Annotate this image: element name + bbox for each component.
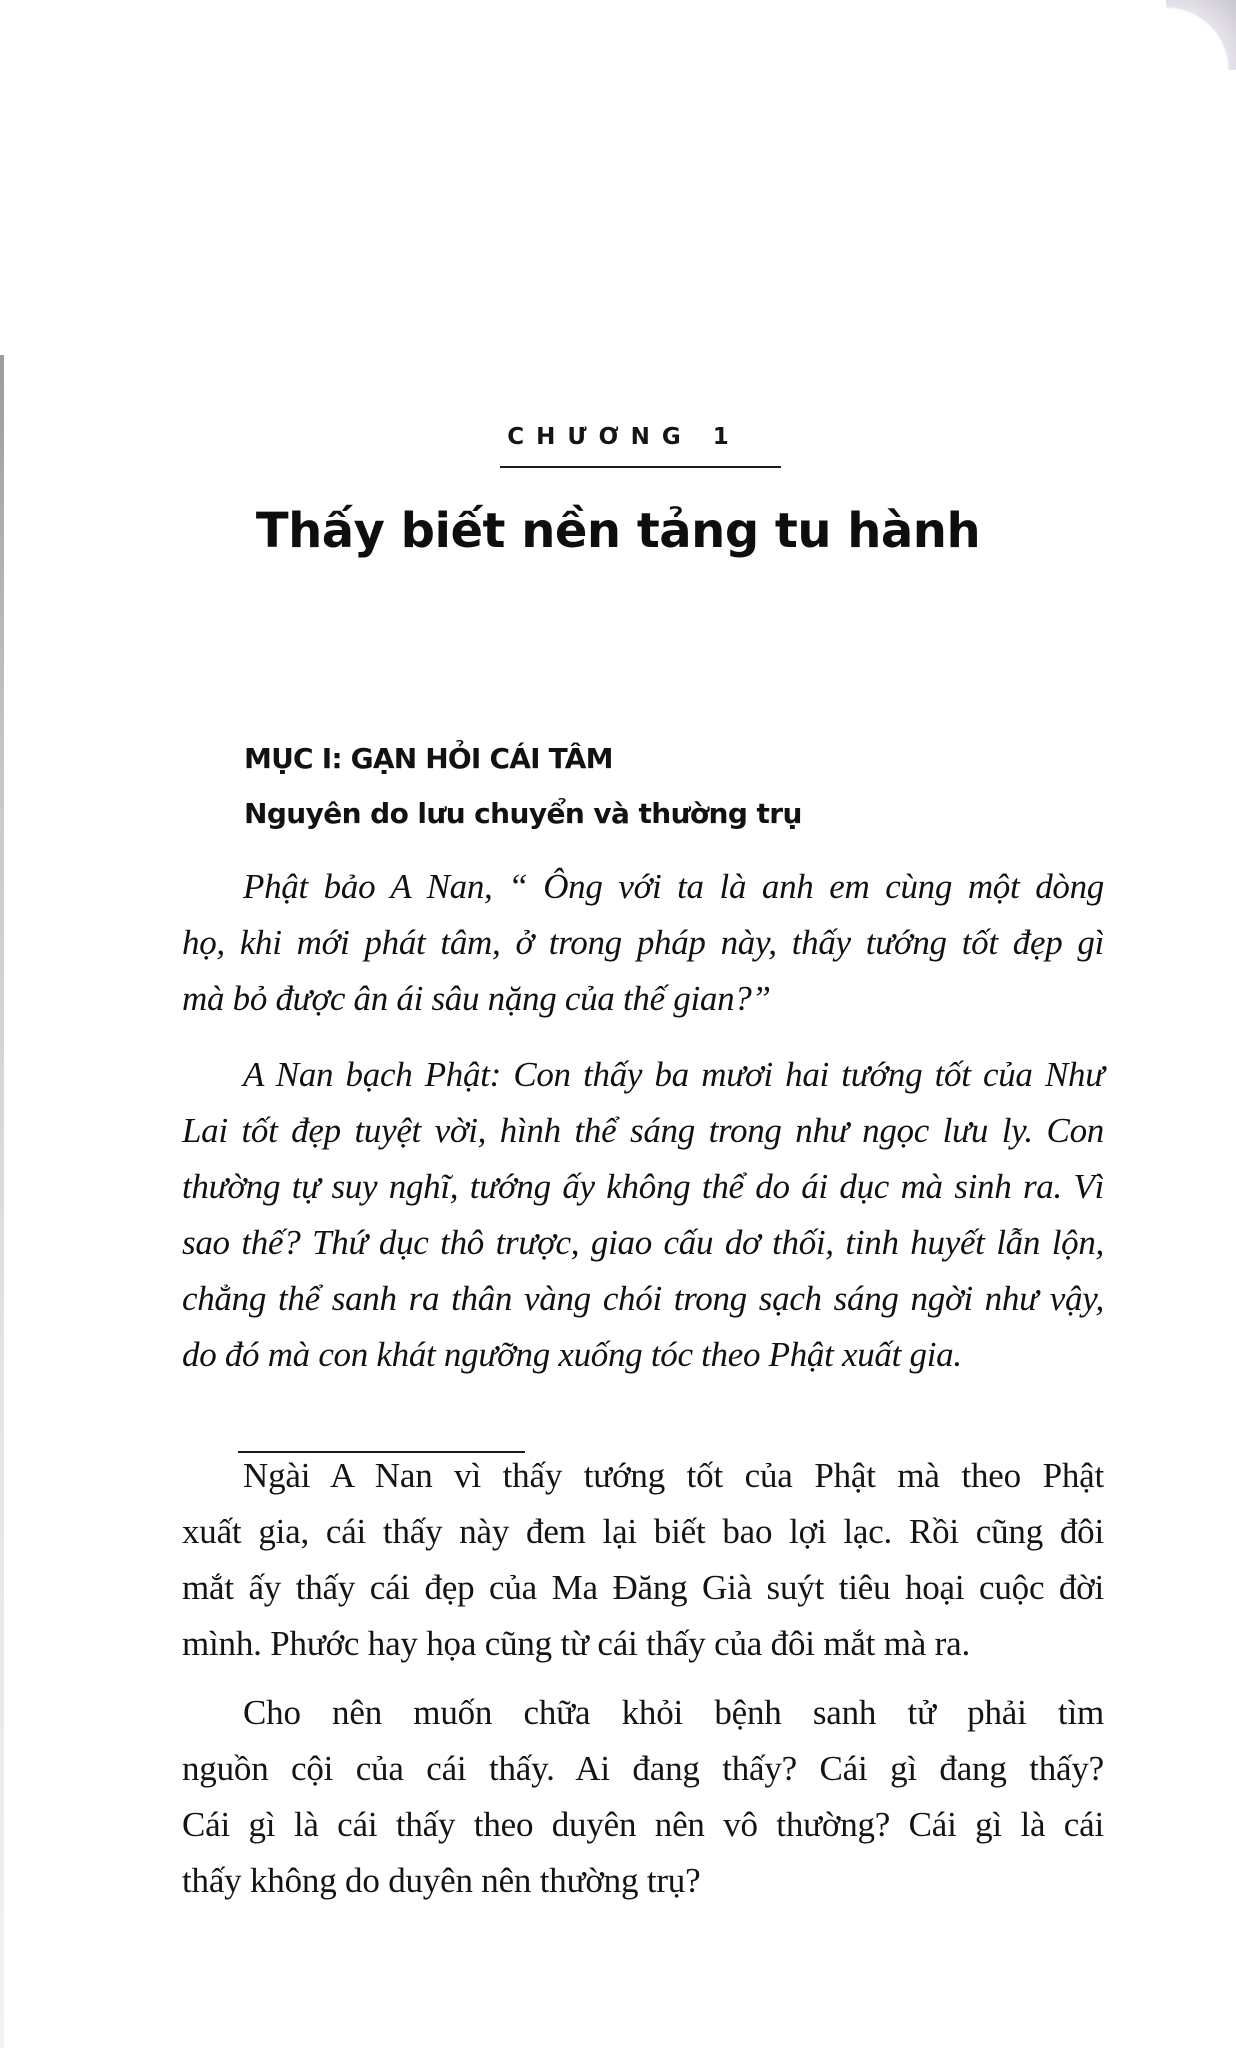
- text-line: Ngài A Nan vì thấy tướng tốt của Phật mà theo Phật: [243, 1456, 1104, 1495]
- text-line: mình. Phước hay họa cũng từ cái thấy của đôi mắt mà ra.: [182, 1624, 971, 1663]
- text-line: thấy không do duyên nên thường trụ?: [182, 1861, 701, 1900]
- text-line: Cái gì là cái thấy theo duyên nên vô thường? Cái gì là cái: [182, 1805, 1104, 1844]
- text-line: A Nan bạch Phật: Con thấy ba mươi hai tướng tốt của Như: [243, 1055, 1104, 1094]
- section-subheading: Nguyên do lưu chuyển và thường trụ: [244, 797, 802, 830]
- text-line: sao thế? Thứ dục thô trược, giao cấu dơ thối, tinh huyết lẫn lộn,: [182, 1223, 1104, 1262]
- page-corner-curl: [1166, 0, 1236, 70]
- text-line: chẳng thể sanh ra thân vàng chói trong sạch sáng ngời như vậy,: [182, 1279, 1104, 1318]
- text-line: mà bỏ được ân ái sâu nặng của thế gian?”: [182, 979, 771, 1018]
- text-line: thường tự suy nghĩ, tướng ấy không thể do ái dục mà sinh ra. Vì: [182, 1167, 1104, 1206]
- chapter-label: CHƯƠNG 1: [507, 424, 741, 450]
- section-heading: MỤC I: GẠN HỎI CÁI TÂM: [244, 742, 613, 775]
- chapter-divider: [500, 466, 781, 468]
- commentary-paragraph-2: [182, 1685, 1104, 1909]
- text-line: nguồn cội của cái thấy. Ai đang thấy? Cái gì đang thấy?: [182, 1749, 1104, 1788]
- text-line: Cho nên muốn chữa khỏi bệnh sanh tử phải tìm: [243, 1693, 1104, 1732]
- text-line: Phật bảo A Nan, “ Ông với ta là anh em cùng một dòng: [243, 867, 1104, 906]
- text-line: xuất gia, cái thấy này đem lại biết bao lợi lạc. Rồi cũng đôi: [182, 1512, 1104, 1551]
- quote-paragraph-2: [182, 1047, 1104, 1383]
- text-line: Lai tốt đẹp tuyệt vời, hình thể sáng trong như ngọc lưu ly. Con: [182, 1111, 1104, 1150]
- page-edge-shadow: [0, 355, 4, 2048]
- text-line: mắt ấy thấy cái đẹp của Ma Đăng Già suýt tiêu hoại cuộc đời: [182, 1568, 1104, 1607]
- commentary-paragraph-1: [182, 1448, 1104, 1672]
- quote-paragraph-1: [182, 859, 1104, 1027]
- chapter-title: Thấy biết nền tảng tu hành: [255, 503, 981, 559]
- text-line: họ, khi mới phát tâm, ở trong pháp này, thấy tướng tốt đẹp gì: [182, 923, 1104, 962]
- text-line: do đó mà con khát ngưỡng xuống tóc theo Phật xuất gia.: [182, 1335, 962, 1374]
